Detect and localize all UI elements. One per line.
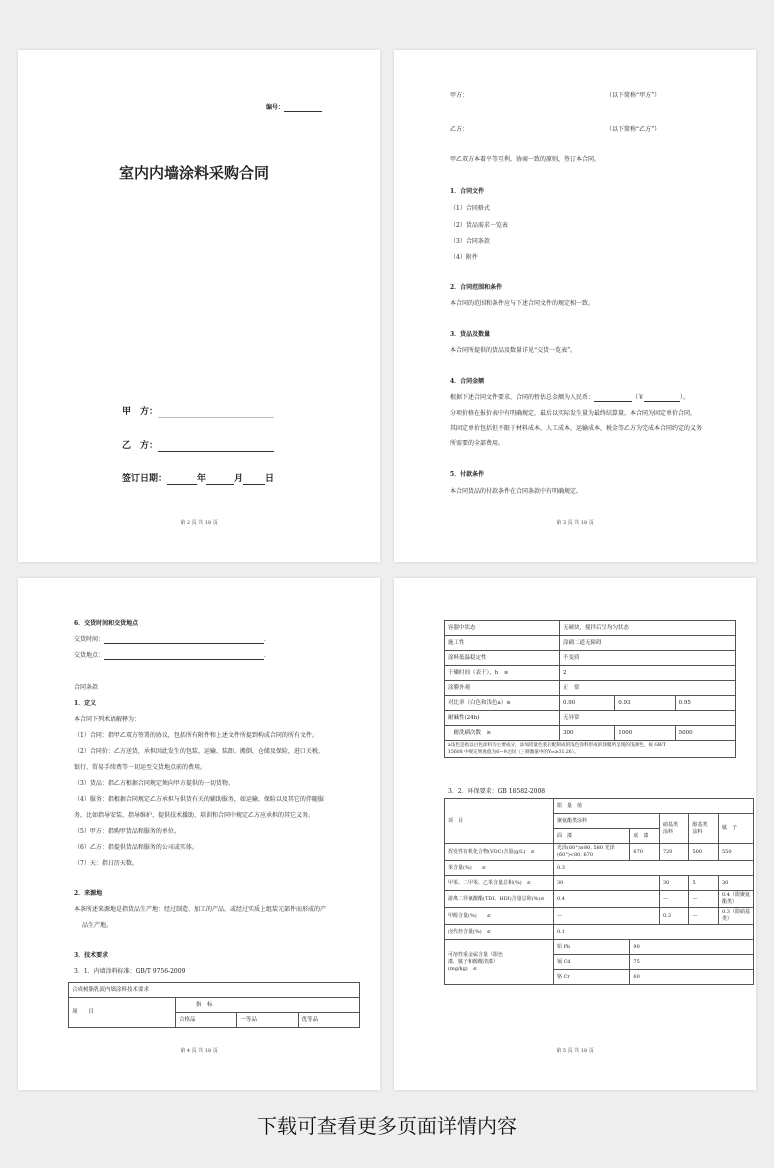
performance-table [444,620,736,758]
table-row: 耐洗刷次数 ≥ 300 1000 5000 [445,726,736,741]
origin-text: 品生产地。 [82,922,113,929]
table-indicator-label: 指 标 [176,998,360,1013]
delivery-time-line: 交货时间： . [74,636,266,643]
table-row: 对比率（白色和浅色a）≥ 0.90 0.93 0.95 [445,696,736,711]
section-4-text: 其固定单价包括但不限于材料成本，人工成本，运输成本，税金等乙方为完成本合同约定的义务 [450,425,703,432]
page-footer: 第 2 页 共 18 页 [180,520,218,526]
section-1-item: （4）附件 [450,254,478,261]
page-contract-files [394,50,756,562]
party-a-alias: （以下简称“甲方”） [606,92,661,99]
table-row: 卤代烃含量(%) ≤ 0.1 [445,925,754,940]
section-2-title: 2．合同范围和条件 [450,284,503,291]
table-row: 游离二异氰酸酯(TDI、HDI)含量总和(%)≤ 0.4 — — 0.4（限聚氨酯类） [445,891,754,908]
section-1-item: （3）合同条款 [450,238,490,245]
grade-superior: 优等品 [298,1013,359,1028]
party-a-line: 甲 方： [122,406,274,418]
origin-text: 本条所述来源地是指货品生产地：经过制造、加工的产品，或经过实质上组装元部件而形成的产 [74,906,327,913]
table-row: 可溶性重金属含量（限色 漆、腻子和醇酸清漆） (mg/kg) ≤ 铅 Pb 90 [445,940,754,955]
table-row: 苯含量(%) ≤ 0.3 [445,861,754,876]
section-3-text: 本合同所提供的货品及数量详见“交货一览表”。 [450,347,577,354]
page-footer: 第 3 页 共 18 页 [556,520,594,526]
section-4-amount-line: 根据下述合同文件要求，合同的暂估总金额为人民币： （￥ ）。 [450,394,690,401]
section-4-text: 所需要的全部费用。 [450,440,505,447]
section-1-title: 1．合同文件 [450,188,485,195]
table-row: 容器中状态 无硬块，搅拌后呈均匀状态 [445,621,736,636]
table-item-label: 项 目 [69,998,176,1028]
table-row: 镉 Cd 75 [445,955,754,970]
environment-reference: 3．2．环保要求：GB 18582-2008 [448,788,546,795]
origin-title: 2．来源地 [74,890,103,897]
contract-title: 室内内墙涂料采购合同 [119,164,270,182]
section-5-title: 5．付款条件 [450,471,485,478]
definition-item: 务，比如指导安装、指导维护、提供技术援助、培训和合同中规定乙方应承担的其它义务。 [74,812,315,819]
grade-qualified: 合格品 [176,1013,237,1028]
page-tech-requirements [394,578,756,1090]
section-5-text: 本合同货品的付款条件在合同条款中有明确规定。 [450,488,583,495]
page-footer: 第 5 页 共 18 页 [556,1048,594,1054]
standard-reference: 3．1．内墙涂料标准：GB/T 9756-2009 [74,968,186,975]
definition-item: （3）货品：指乙方根据合同规定须向甲方提供的一切货物。 [74,780,234,787]
section-1-item: （2）货品需求一览表 [450,222,508,229]
section-3-title: 3．货品及数量 [450,331,491,338]
table-row: 挥发性有机化合物(VOC)含量(g/L) ≤ 光泽(60°)≥80, 580 光泽(60°)<80, 670 670 720 500 550 [445,844,754,861]
terms-title: 合同条款 [74,684,99,691]
spec-table-header [68,982,360,1028]
table-header: 合成树脂乳液内墙涂料技术要求 [69,983,360,998]
table-row: 耐碱性(24h) 无异常 [445,711,736,726]
intro-text: 甲乙双方本着平等互利、协商一致的原则，签订本合同。 [450,156,601,163]
tech-title: 3．技术要求 [74,952,109,959]
table-row: 涂料低温稳定性 不变质 [445,651,736,666]
grade-first: 一等品 [237,1013,298,1028]
sign-date-line: 签订日期： 年 月 日 [122,474,275,484]
page-cover [18,50,380,562]
page-footer: 第 4 页 共 18 页 [180,1048,218,1054]
table-row: 涂膜外观 正 常 [445,681,736,696]
section-1-item: （1）合同格式 [450,205,490,212]
section-6-title: 6．交货时间和交货地点 [74,620,139,627]
definition-item: （1）合同：指甲乙双方签署的协议，包括所有附件和上述文件所提到构成合同的所有文件。 [74,732,318,739]
table-row: 甲醇含量(%) ≤ — 0.3 — 0.3（限硝基类） [445,908,754,925]
section-4-title: 4．合同金额 [450,378,485,385]
table-note: a浅色是指以白色涂料为主要成分，添加适量色浆后配制成的浅色涂料形成的涂膜所呈现的浅颜色，按 GB/T 15608 中规定明度值为6—9之间（三刺激值中的Y₆₅≥31.26）。 [445,741,736,758]
party-b-alias: （以下简称“乙方”） [606,126,661,133]
table-row: 施工性 涂刷二道无障碍 [445,636,736,651]
serial-number-label: 编号： [266,104,322,112]
definition-item: （6）乙方：指提供货品和服务的公司或实体。 [74,844,198,851]
table-row: 铬 Cr 60 [445,970,754,985]
definition-item: （2）合同价：乙方送货，承担因此发生的包装、运输、装卸、搬倒、仓储及保险，进口关税、 [74,748,324,755]
environment-table: 项 目 限 量 值 聚氨酯类涂料 硝基类 涂料 醇基类 涂料 腻 子 面 漆 底 漆 挥发性有机化合物(VOC)含量(g/L) ≤ 光泽(60°)≥80, 580 光泽(60°)<80, 670 670 720 500 550 苯含量(%) ≤ 0.3 甲苯、二甲苯、乙苯含量总和(%) ≤ 30 30 5 30 游离二异氰酸酯(TDI、HDI)含量总和(%)≤ 0.4 — — 0.4（限聚氨酯类） 甲醇含量(%) ≤ — 0.3 — 0.3（限硝基类） 卤代烃含量(%) ≤ 0.1 可溶性重金属含量（限色 漆、腻子和醇酸清漆） (mg/kg) ≤ 铅 Pb 90 镉 Cd 75 铬 Cr 60 [444,798,754,985]
section-4-text: 分项价格在报价表中有明确规定，最后以实际发生量为最终结算量，本合同为固定单价合同， [450,410,697,417]
definition-title: 1．定义 [74,700,97,707]
page-contract-terms [18,578,380,1090]
definition-item: （7）天：指日历天数。 [74,860,138,867]
section-2-text: 本合同的范围和条件应与下述合同文件的规定相一致。 [450,300,595,307]
party-a-label: 甲方： [450,92,469,99]
delivery-place-line: 交货地点： . [74,652,266,659]
table-row: 干燥时间（表干），h ≤ 2 [445,666,736,681]
party-b-label: 乙方： [450,126,469,133]
table-row: 甲苯、二甲苯、乙苯含量总和(%) ≤ 30 30 5 30 [445,876,754,891]
definition-item: （5）甲方：指购甲货品和服务的单位。 [74,828,180,835]
definition-item: 银行、贸易手续费等一切运至交货地点前的费用。 [74,764,207,771]
download-prompt-caption: 下载可查看更多页面详情内容 [257,1114,517,1138]
definition-item: （4）服务：指根据合同规定乙方承担与供货有关的辅助服务，如运输、保险以及其它的伴随服 [74,796,324,803]
party-b-line: 乙 方： [122,440,274,452]
definition-intro: 本合同下列术语解释为： [74,716,141,723]
